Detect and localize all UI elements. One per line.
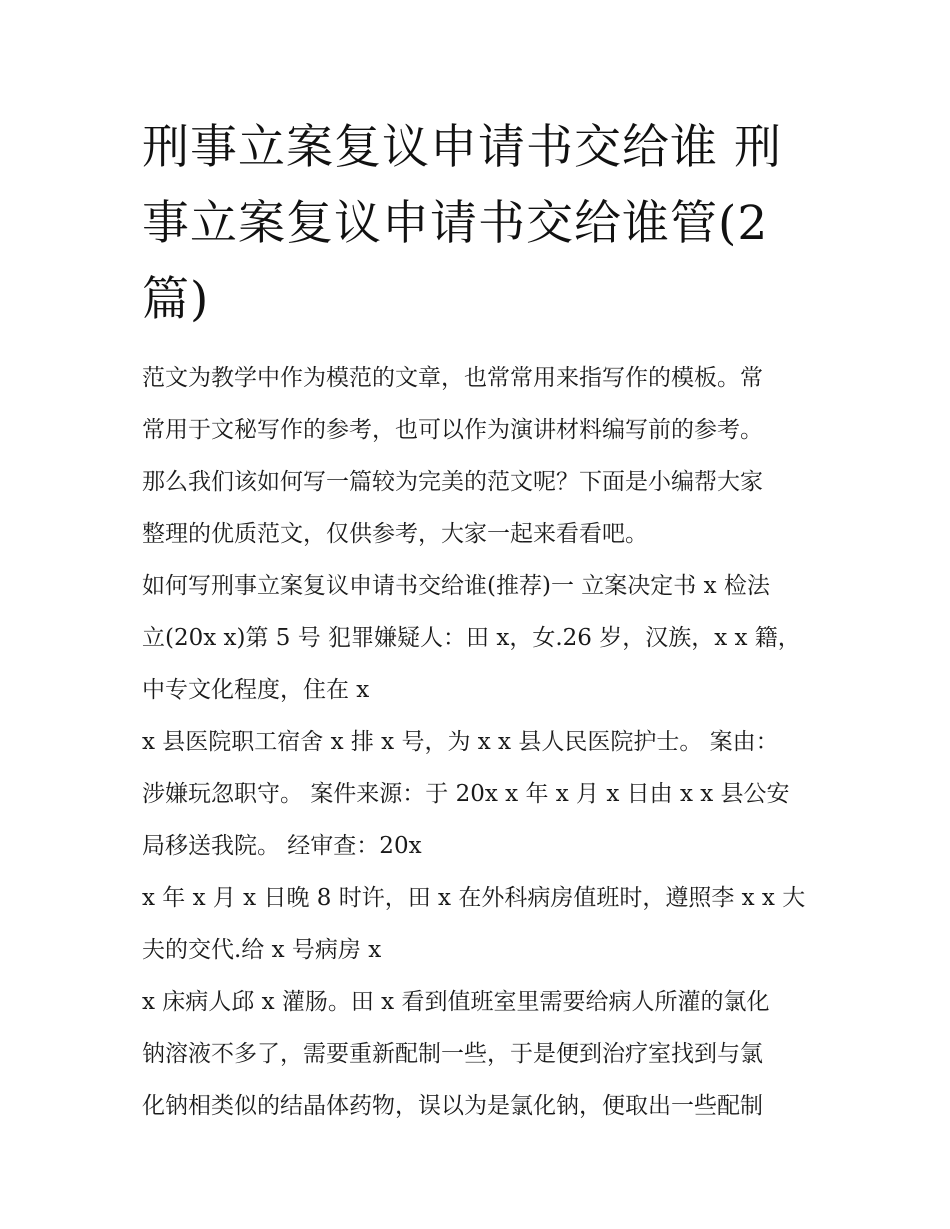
text-line: 夫的交代.给 x 号病房 x: [142, 937, 382, 963]
text-line: 整理的优质范文，仅供参考，大家一起来看看吧。: [142, 521, 648, 547]
document-page: [142, 110, 814, 1132]
title-line: 刑事立案复议申请书交给谁 刑: [142, 120, 782, 175]
text-line: x 年 x 月 x 日晚 8 时许，田 x 在外科病房值班时，遵照李 x x 大: [142, 885, 806, 911]
body-paragraph: [142, 560, 814, 1132]
document-title: [142, 110, 814, 338]
text-line: 钠溶液不多了，需要重新配制一些，于是便到治疗室找到与氯: [142, 1041, 763, 1067]
intro-paragraph: [142, 352, 814, 560]
text-line: 立(20x x)第 5 号 犯罪嫌疑人：田 x，女.26 岁，汉族，x x 籍，: [142, 625, 801, 651]
text-line: 常用于文秘写作的参考，也可以作为演讲材料编写前的参考。: [142, 417, 763, 443]
text-line: 化钠相类似的结晶体药物，误以为是氯化钠，便取出一些配制: [142, 1093, 763, 1119]
text-line: 那么我们该如何写一篇较为完美的范文呢？下面是小编帮大家: [142, 469, 763, 495]
text-line: x 床病人邱 x 灌肠。田 x 看到值班室里需要给病人所灌的氯化: [142, 989, 770, 1015]
text-line: 局移送我院。 经审查：20x: [142, 833, 422, 859]
text-line: 涉嫌玩忽职守。 案件来源：于 20x x 年 x 月 x 日由 x x 县公安: [142, 781, 790, 807]
text-line: x 县医院职工宿舍 x 排 x 号，为 x x 县人民医院护士。 案由：: [142, 729, 779, 755]
text-line: 中专文化程度，住在 x: [142, 677, 370, 703]
text-line: 范文为教学中作为模范的文章，也常常用来指写作的模板。常: [142, 365, 763, 391]
title-line: 事立案复议申请书交给谁管(2: [142, 196, 769, 251]
title-line: 篇): [142, 272, 210, 327]
text-line: 如何写刑事立案复议申请书交给谁(推荐)一 立案决定书 x 检法: [142, 573, 770, 599]
